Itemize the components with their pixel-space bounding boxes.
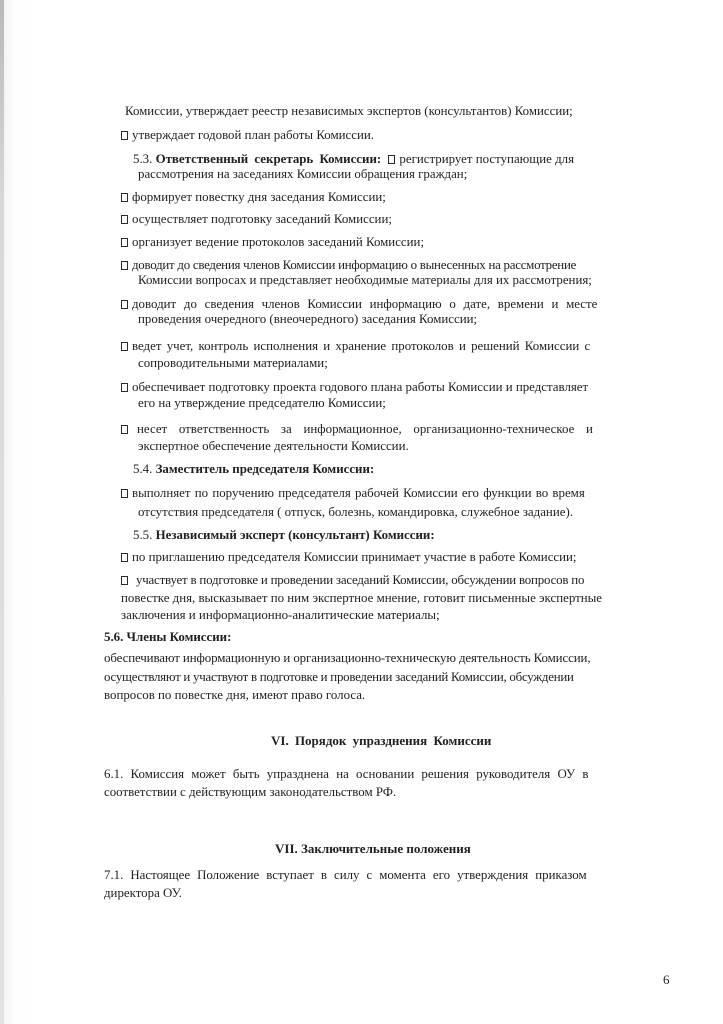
line-25: заключения и информационно-аналитические материалы; [121,608,440,622]
bullet-item [121,212,392,227]
item-text: формирует повестку дня заседания Комиссии; [132,190,386,204]
line-20: отсутствия председателя ( отпуск, болезнь, командировка, служебное задание). [138,505,573,519]
section-5-6-title: 5.6. Члены Комиссии: [104,630,232,644]
section-7-heading: VII. Заключительные положения [275,841,471,856]
line-29: вопросов по повестке дня, имеют право голоса. [104,688,366,702]
section-number: 5.5. [133,528,153,542]
line-31: 6.1. Комиссия может быть упразднена на основании решения руководителя ОУ в [104,767,589,781]
bullet-item [121,422,593,437]
bullet-item [121,235,424,250]
bullet-item [121,486,585,501]
line-9: Комиссии вопросах и представляет необходимые материалы для их рассмотрения; [138,273,592,287]
checkbox-bullet-icon [121,553,128,562]
section-6-heading: VI. Порядок упразднения Комиссии [271,733,492,748]
line-27: обеспечивают информационную и организационно-техническую деятельность Комиссии, [104,651,591,665]
item-text: организует ведение протоколов заседаний Комиссии; [132,235,425,249]
section-number: 5.4. [133,462,153,476]
checkbox-bullet-icon [121,300,128,309]
item-text: осуществляет подготовку заседаний Комиссии; [132,212,392,226]
item-text: ведет учет, контроль исполнения и хранение протоколов и решений Комиссии с [132,339,591,353]
section-5-3-line [133,152,574,167]
scan-edge [0,0,4,1024]
checkbox-bullet-icon [388,155,395,164]
bullet-item [121,297,673,312]
checkbox-bullet-icon [121,261,128,270]
item-text: участвует в подготовке и проведении заседаний Комиссии, обсуждении вопросов по [136,573,585,587]
line-34: 7.1. Настоящее Положение вступает в силу с момента его утверждения приказом [104,868,587,882]
checkbox-bullet-icon [121,131,128,140]
checkbox-bullet-icon [121,425,128,434]
line-1: Комиссии, утверждает реестр независимых экспертов (консультантов) Комиссии; [125,104,573,118]
section-5-5-line [133,528,435,543]
section-number: 5.3. [133,152,153,166]
bullet-item [121,190,386,205]
bullet-item [121,128,374,143]
section-title: Независимый эксперт (консультант) Комиссии: [155,528,435,542]
page-number: 6 [663,972,670,987]
section-title: Ответственный секретарь Комиссии: [155,152,382,166]
line-13: сопроводительными материалами; [138,356,328,370]
item-text: регистрирует поступающие для [399,152,574,166]
line-35: директора ОУ. [104,886,182,900]
line-15: его на утверждение председателю Комиссии; [138,396,386,410]
checkbox-bullet-icon [121,383,128,392]
line-32: соответствии с действующим законодательством РФ. [104,785,397,799]
bullet-item [121,573,584,588]
item-text: утверждает годовой план работы Комиссии. [132,128,374,142]
bullet-item [121,380,588,395]
line-17: экспертное обеспечение деятельности Комиссии. [138,439,409,453]
checkbox-bullet-icon [121,342,128,351]
item-text: выполняет по поручению председателя рабочей Комиссии его функции во время [132,486,585,500]
bullet-item [121,258,671,273]
item-text: обеспечивает подготовку проекта годового плана работы Комиссии и представляет [132,380,589,394]
checkbox-bullet-icon [121,238,128,247]
bullet-item [121,339,590,354]
line-28: осуществляют и участвуют в подготовке и проведении заседаний Комиссии, обсуждении [104,670,574,684]
item-text: доводит до сведения членов Комиссии информацию о дате, времени и месте [132,297,598,311]
checkbox-bullet-icon [121,215,128,224]
bullet-item [121,550,577,565]
line-4: рассмотрения на заседаниях Комиссии обращения граждан; [138,167,468,181]
section-5-4-line [133,462,374,477]
checkbox-bullet-icon [121,489,128,498]
item-text: по приглашению председателя Комиссии принимает участие в работе Комиссии; [132,550,577,564]
item-text: доводит до сведения членов Комиссии информацию о вынесенных на рассмотрение [132,258,577,272]
section-title: Заместитель председателя Комиссии: [155,462,375,476]
line-11: проведения очередного (внеочередного) заседания Комиссии; [138,312,478,326]
line-24: повестке дня, высказывает по ним экспертное мнение, готовит письменные экспертные [121,591,603,605]
item-text: несет ответственность за информационное, организационно-техническое и [137,422,593,436]
checkbox-bullet-icon [121,576,128,585]
checkbox-bullet-icon [121,193,128,202]
